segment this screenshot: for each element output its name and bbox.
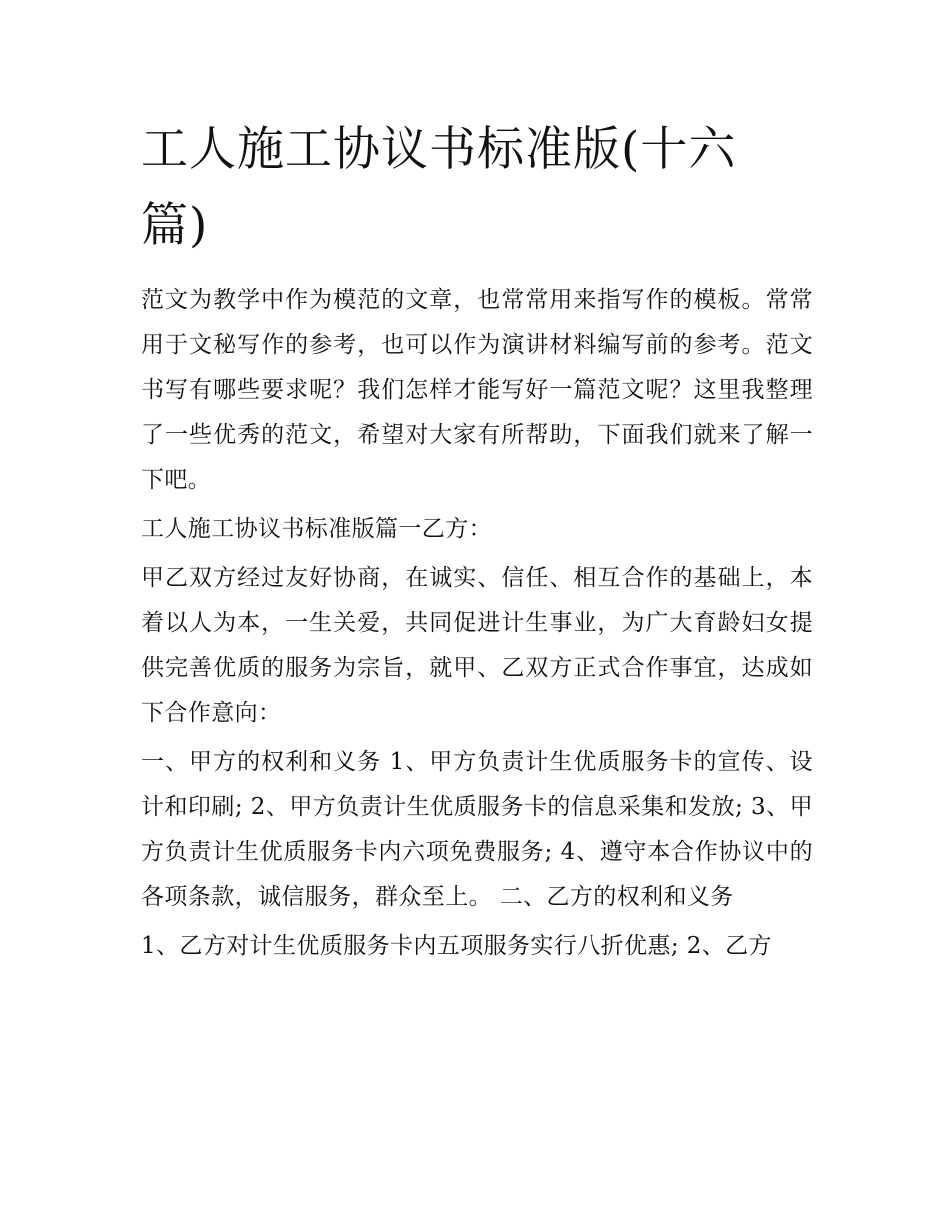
paragraph-agreement-preamble: 甲乙双方经过友好协商，在诚实、信任、相互合作的基础上，本着以人为本，一生关爱，共同促进计生事业，为广大育龄妇女提供完善优质的服务为宗旨，就甲、乙双方正式合作事宜，达成如下合作意向： bbox=[141, 565, 813, 726]
paragraph-section-heading: 工人施工协议书标准版篇一乙方： bbox=[141, 516, 492, 542]
paragraph-party-a-duties: 一、甲方的权利和义务 1、甲方负责计生优质服务卡的宣传、设计和印刷; 2、甲方负责计生优质服务卡的信息采集和发放; 3、甲方负责计生优质服务卡内六项免费服务; 4、遵守本合作协议中的各项条款，诚信服务，群众至上。 二、乙方的权利和义务 bbox=[141, 749, 813, 910]
paragraph-party-b-duties: 1、乙方对计生优质服务卡内五项服务实行八折优惠; 2、乙方 bbox=[141, 933, 772, 959]
document-body bbox=[141, 278, 813, 973]
paragraph-intro: 范文为教学中作为模范的文章，也常常用来指写作的模板。常常用于文秘写作的参考，也可以作为演讲材料编写前的参考。范文书写有哪些要求呢？我们怎样才能写好一篇范文呢？这里我整理了一些优秀的范文，希望对大家有所帮助，下面我们就来了解一下吧。 bbox=[141, 287, 813, 493]
document-title: 工人施工协议书标准版(十六篇) bbox=[141, 122, 737, 253]
